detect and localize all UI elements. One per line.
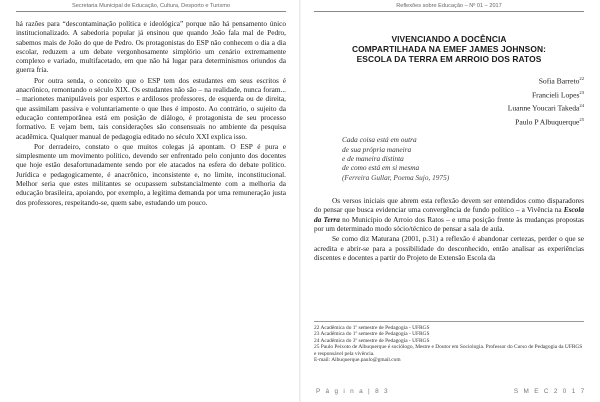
page-number: P á g i n a | 8 3 (316, 388, 390, 395)
article-title (314, 34, 584, 64)
author: Paulo P Albuquerque$^{25}$ (515, 116, 584, 127)
right-body (314, 196, 584, 262)
left-running-header: Secretaria Municipal de Educação, Cultura, Desporto e Turismo (16, 0, 286, 12)
author: Sofia Barreto$^{22}$ (538, 76, 584, 86)
epigraph (342, 135, 584, 182)
footnote-email: E-mail: Albuquerque.paulo@gmail.com (314, 357, 401, 364)
footnote: 25 Paulo Peixoto de Albuquerque é sociólogo, Mestre e Doutor em Sociologia. Professor do Curso de Pedagogia da UFRGS e responsável pela vivência. (314, 344, 583, 357)
footnotes (314, 321, 584, 363)
epigraph-line: Cada coisa está em outra (342, 135, 417, 145)
author: Francieli Lopes$^{23}$ (531, 89, 584, 100)
epigraph-line: de como está em si mesma (342, 163, 420, 173)
epigraph-line: e de maneira distinta (342, 153, 404, 163)
right-paragraph-2: Se como diz Maturana (2001, p.31) a reflexão é abandonar certezas, perder o que se acredita e abrir-se para a possibilidade do desconhecido, então analisar as experiências discentes e docentes a partir do Projeto de Extensão Escola da (314, 234, 584, 262)
title-line-3: ESCOLA DA TERRA EM ARROIO DOS RATOS (356, 54, 542, 64)
right-paragraph-1: Os versos iniciais que abrem esta reflexão devem ser entendidos como disparadores do pensar que busca evidenciar uma convergência de fundo político – a Vivência na Escola da Terra no Município de Arroio dos Ratos – e uma posição frente às mudanças propostas por um determinado modo sócio/técnico de pensar a sala de aula. (314, 196, 584, 234)
author: Luanne Youcari Takeda$^{24}$ (507, 103, 584, 113)
epigraph-line: de sua própria maneira (342, 144, 412, 154)
footnote: 22 Acadêmica do 1º semestre de Pedagogia - UFRGS (314, 325, 430, 331)
left-body (16, 19, 286, 207)
right-page (300, 0, 600, 402)
left-paragraph-3: Por derradeiro, constato o que muitos colegas já apontam. O ESP é pura e simplesmente um movimento político, devendo ser enfrentado pelo conjunto dos docentes que hoje estão desafortunadamente sendo por ele atacados na esfera do debate político. Jurídica e pedagogicamente, é anacrônico, inconsistente e, no limite, inconstitucional. Melhor seria que estes militantes se ocupassem substancialmente com a melhoria da educação brasileira, apoiando, por exemplo, a legítima demanda por uma remuneração justa dos professores, respeitando-se, quem sabe, estudando um pouco. (16, 141, 286, 207)
author-list (314, 73, 584, 127)
left-paragraph-1: há razões para “descontaminação política e ideológica” porque não há pensamento único institucionalizado. A sabedoria popular já ensinou que quando João fala mal de Pedro, sabemos mais de João do que de Pedro. Os protagonistas do ESP não conhecem o dia a dia escolar, reduzem a um debate vergonhosamente simplório um cenário extremamente complexo e variado, multifacetado, em que não há lugar para determinismos oriundos da guerra fria. (16, 19, 286, 75)
title-line-2: COMPARTILHADA NA EMEF JAMES JOHNSON: (351, 44, 547, 54)
page-footer (316, 388, 586, 395)
publisher-mark: S M E C 2 0 1 7 (513, 388, 586, 395)
left-paragraph-2: Por outra senda, o conceito que o ESP tem dos estudantes em seus escritos é anacrônico, remontando o século XIX. Os estudantes não são – na realidade, nunca foram... – marionetes manipuláveis por espertos e ardilosos professores, de esquerda ou de direita, que assimilam passiva e voluntariamente o que lhes é imposto. Ao contrário, o sujeito da educação contemporânea está em posição de diálogo, é protagonista de seu processo formativo. E vejam bem, tais considerações são consensuais no ambiente da pesquisa acadêmica. Qualquer manual de pedagogia editado no século XXI explica isso. (16, 75, 286, 141)
footnote: 23 Acadêmica do 1º semestre de Pedagogia - UFRGS (314, 331, 430, 338)
footnote: 24 Acadêmica do 3º semestre de Pedagogia - UFRGS (314, 337, 430, 344)
epigraph-source: (Ferreira Gullar, Poema Sujo, 1975) (342, 172, 450, 182)
title-line-1: VIVENCIANDO A DOCÊNCIA (391, 34, 507, 44)
right-running-header: Reflexões sobre Educação – Nº 01 – 2017 (314, 0, 584, 12)
